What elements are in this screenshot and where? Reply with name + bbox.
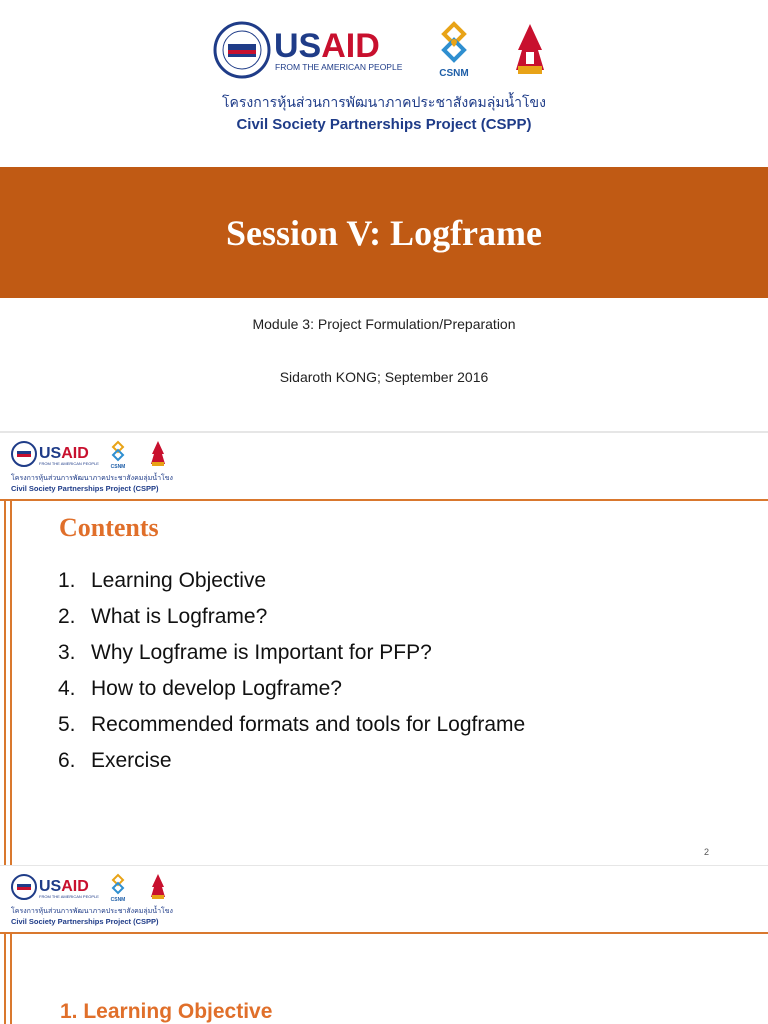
- usaid-seal-icon: [12, 875, 36, 899]
- page-number: 2: [704, 847, 710, 857]
- university-emblem-icon: [151, 874, 165, 899]
- left-accent-bar: [4, 934, 6, 1024]
- usaid-wordmark: USAID: [274, 27, 380, 65]
- title-band: [0, 167, 768, 298]
- csnm-logo-icon: [444, 24, 464, 60]
- csnm-wordmark: CSNM: [110, 464, 126, 470]
- left-accent-bar: [4, 501, 6, 866]
- english-project-name: Civil Society Partnerships Project (CSPP): [11, 917, 159, 926]
- csnm-logo-icon: [113, 442, 123, 460]
- contents-heading: Contents: [59, 513, 159, 542]
- header-rule: [0, 932, 768, 934]
- contents-slide: [0, 433, 768, 866]
- contents-list: [58, 563, 525, 779]
- header-rule: [0, 499, 768, 501]
- thai-project-name: โครงการหุ้นส่วนการพัฒนาภาคประชาสังคมลุ่มน้ำโขง: [11, 907, 173, 915]
- thai-project-name: โครงการหุ้นส่วนการพัฒนาภาคประชาสังคมลุ่มน้ำโขง: [11, 474, 173, 482]
- list-item: 6. Exercise: [58, 749, 172, 772]
- university-emblem-icon: [516, 24, 544, 74]
- section-heading: 1. Learning Objective: [60, 1000, 273, 1023]
- usaid-tagline: FROM THE AMERICAN PEOPLE: [275, 62, 403, 72]
- list-item: 5. Recommended formats and tools for Logframe: [58, 713, 526, 736]
- list-item: 4. How to develop Logframe?: [58, 677, 342, 700]
- author-date: Sidaroth KONG; September 2016: [279, 369, 489, 385]
- csnm-wordmark: CSNM: [439, 68, 469, 79]
- module-subtitle: Module 3: Project Formulation/Preparation: [252, 316, 516, 332]
- partner-logos: [212, 20, 552, 84]
- learning-objective-slide: [0, 866, 768, 1024]
- list-item: 2. What is Logframe?: [58, 605, 268, 628]
- usaid-wordmark: USAID: [39, 445, 89, 462]
- usaid-seal-icon: [12, 442, 36, 466]
- slide-title: Session V: Logframe: [225, 212, 543, 253]
- usaid-tagline: FROM THE AMERICAN PEOPLE: [39, 461, 99, 466]
- usaid-tagline: FROM THE AMERICAN PEOPLE: [39, 894, 99, 899]
- university-emblem-icon: [151, 441, 165, 466]
- thai-project-name: โครงการหุ้นส่วนการพัฒนาภาคประชาสังคมลุ่มน้ำโขง: [222, 95, 546, 111]
- english-project-name: Civil Society Partnerships Project (CSPP): [11, 484, 159, 493]
- csnm-wordmark: CSNM: [110, 897, 126, 903]
- english-project-name: Civil Society Partnerships Project (CSPP): [236, 116, 532, 133]
- list-item: 3. Why Logframe is Important for PFP?: [58, 641, 432, 664]
- left-accent-bar-inner: [10, 934, 12, 1024]
- title-slide: [0, 0, 768, 432]
- usaid-wordmark: USAID: [39, 878, 89, 895]
- list-item: 1. Learning Objective: [58, 569, 267, 592]
- left-accent-bar-inner: [10, 501, 12, 866]
- partner-logos-small: [10, 439, 170, 471]
- csnm-logo-icon: [113, 875, 123, 893]
- usaid-seal-icon: [215, 23, 269, 77]
- partner-logos-small: [10, 872, 170, 904]
